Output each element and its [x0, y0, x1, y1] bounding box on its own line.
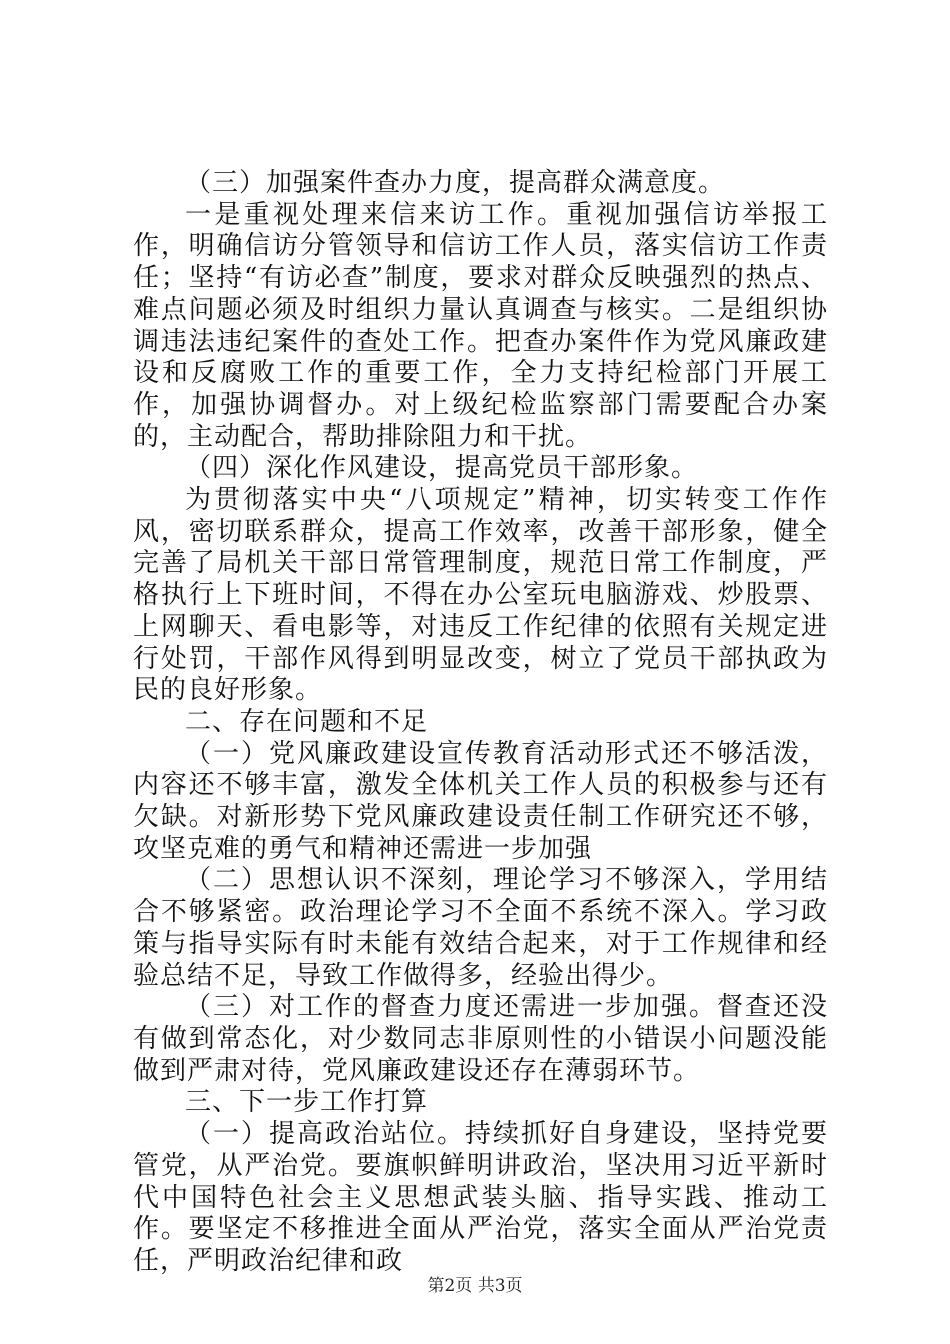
paragraph-problem-3: （三）对工作的督查力度还需进一步加强。督查还没有做到常态化，对少数同志非原则性的小错误小问题没能做到严肃对待，党风廉政建设还存在薄弱环节。: [133, 992, 828, 1086]
paragraph-problem-1: （一）党风廉政建设宣传教育活动形式还不够活泼，内容还不够丰富，激发全体机关工作人员的积极参与还有欠缺。对新形势下党风廉政建设责任制工作研究还不够，攻坚克难的勇气和精神还需进一步加强: [133, 738, 828, 864]
heading-problems: 二、存在问题和不足: [185, 706, 429, 737]
heading-section-4-style: （四）深化作风建设，提高党员干部形象。: [185, 453, 699, 484]
paragraph-petitions-cases: 一是重视处理来信来访工作。重视加强信访举报工作，明确信访分管领导和信访工作人员，落实信访工作责任；坚持“有访必查”制度，要求对群众反映强烈的热点、难点问题必须及时组织力量认真调查与核实。二是组织协调违法违纪案件的查处工作。把查办案件作为党风廉政建设和反腐败工作的重要工作，全力支持纪检部门开展工作，加强协调督办。对上级纪检监察部门需要配合办案的，主动配合，帮助排除阻力和干扰。: [133, 199, 828, 452]
heading-next-steps: 三、下一步工作打算: [185, 1087, 429, 1118]
heading-section-3-cases: （三）加强案件查办力度，提高群众满意度。: [185, 168, 726, 198]
paragraph-next-step-1: （一）提高政治站位。持续抓好自身建设，坚持党要管党，从严治党。要旗帜鲜明讲政治，坚决用习近平新时代中国特色社会主义思想武装头脑、指导实践、推动工作。要坚定不移推进全面从严治党，落实全面从严治党责任，严明政治纪律和政: [133, 1119, 828, 1276]
document-body: [133, 168, 828, 1278]
page-footer: 第2页 共3页: [427, 1276, 523, 1296]
paragraph-problem-2: （二）思想认识不深刻，理论学习不够深入，学用结合不够紧密。政治理论学习不全面不系统不深入。学习政策与指导实际有时未能有效结合起来，对于工作规律和经验总结不足，导致工作做得多，经验出得少。: [133, 865, 828, 991]
paragraph-eight-rules: 为贯彻落实中央“八项规定”精神，切实转变工作作风，密切联系群众，提高工作效率，改善干部形象，健全完善了局机关干部日常管理制度，规范日常工作制度，严格执行上下班时间，不得在办公室玩电脑游戏、炒股票、上网聊天、看电影等，对违反工作纪律的依照有关规定进行处罚，干部作风得到明显改变，树立了党员干部执政为民的良好形象。: [133, 485, 828, 706]
